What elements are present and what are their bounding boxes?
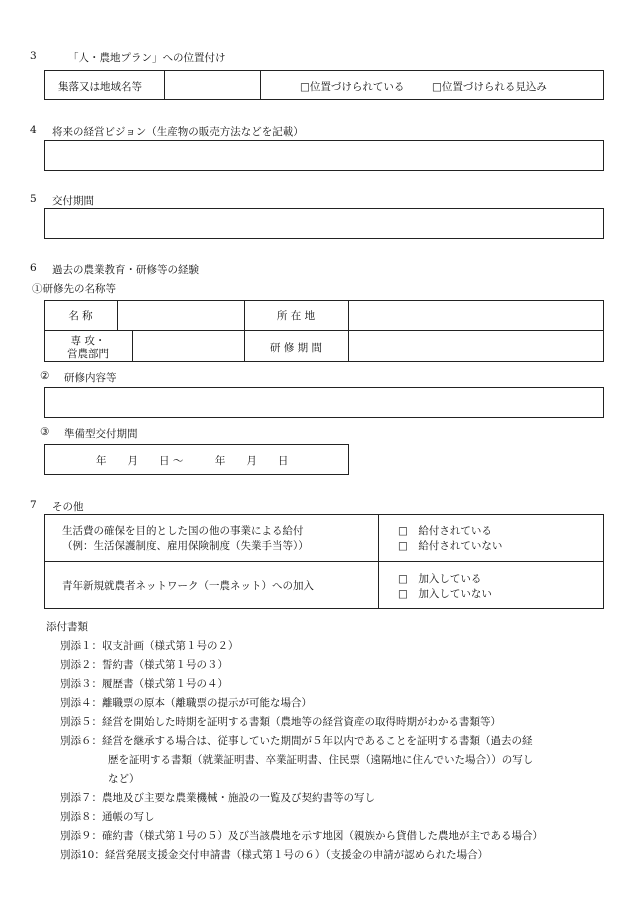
network-label: 青年新規就農者ネットワーク（一農ネット）への加入 — [62, 580, 314, 592]
attachment-item: 別添10：経営発展支援金交付申請書（様式第１号の６）（支援金の申請が認められた場合） — [60, 849, 489, 861]
section-3-number: 3 — [30, 50, 37, 62]
benefit-label-line2: （例：生活保護制度、雇用保険制度（失業手当等）） — [62, 540, 309, 552]
benefit-not-received-checkbox[interactable]: □ 給付されていない — [398, 540, 503, 552]
training-name-field[interactable] — [119, 302, 242, 328]
major-label-line2: 営農部門 — [67, 348, 109, 360]
major-field[interactable] — [134, 332, 242, 360]
training-period-field[interactable] — [350, 332, 602, 360]
benefit-received-checkbox[interactable]: □ 給付されている — [398, 525, 492, 537]
region-name-field[interactable] — [166, 72, 258, 98]
section-5-number: 5 — [30, 193, 37, 205]
management-vision-field[interactable] — [44, 140, 604, 171]
attachment-item: 別添２：誓約書（様式第１号の３） — [60, 659, 228, 671]
grant-period-field[interactable] — [44, 208, 604, 239]
attachment-item: 別添７：農地及び主要な農業機械・施設の一覧及び契約書等の写し — [60, 792, 375, 804]
training-content-field[interactable] — [44, 387, 604, 418]
section-4-number: 4 — [30, 124, 37, 136]
attachment-item-continued: など） — [108, 773, 140, 785]
training-content-heading: 研修内容等 — [64, 372, 117, 384]
attachment-item: 別添５：経営を開始した時期を証明する書類（農地等の経営資産の取得時期がわかる書類等） — [60, 716, 501, 728]
name-label: 名 称 — [68, 310, 93, 322]
network-joined-checkbox[interactable]: □ 加入している — [398, 573, 482, 585]
option-expected-checkbox[interactable]: □位置づけられる見込み — [432, 81, 547, 93]
attachment-item: 別添６：経営を継承する場合は、従事していた期間が５年以内であることを証明する書類（過去の経 — [60, 735, 533, 747]
training-location-field[interactable] — [350, 302, 602, 328]
attachment-item: 別添４：離職票の原本（離職票の提示が可能な場合） — [60, 697, 312, 709]
attachment-item: 別添９：確約書（様式第１号の５）及び当該農地を示す地図（親族から貸借した農地が主である場合） — [60, 830, 543, 842]
prep-period-date-range: 年 月 日 〜 年 月 日 — [96, 455, 289, 467]
option-positioned-checkbox[interactable]: □位置づけられている — [300, 81, 405, 93]
section-6-number: 6 — [30, 262, 37, 274]
section-5-title: 交付期間 — [52, 195, 94, 207]
section-6-title: 過去の農業教育・研修等の経験 — [52, 264, 199, 276]
training-period-label: 研 修 期 間 — [269, 342, 322, 354]
prep-period-heading: 準備型交付期間 — [64, 428, 138, 440]
attachment-item: 別添１：収支計画（様式第１号の２） — [60, 640, 239, 652]
attachment-item: 別添８：通帳の写し — [60, 811, 155, 823]
prep-period-number: ③ — [40, 426, 50, 438]
training-provider-heading: ①研修先の名称等 — [32, 283, 116, 295]
section-4-title: 将来の経営ビジョン（生産物の販売方法などを記載） — [52, 126, 304, 138]
section-7-title: その他 — [52, 501, 84, 513]
network-not-joined-checkbox[interactable]: □ 加入していない — [398, 588, 492, 600]
section-7-number: 7 — [30, 499, 37, 511]
location-label: 所 在 地 — [276, 310, 316, 322]
major-label-line1: 専 攻・ — [70, 335, 106, 347]
attachments-title: 添付書類 — [46, 621, 88, 633]
attachment-item: 別添３：履歴書（様式第１号の４） — [60, 678, 228, 690]
section-3-title: 「人・農地プラン」への位置付け — [68, 52, 226, 64]
benefit-label-line1: 生活費の確保を目的とした国の他の事業による給付 — [62, 525, 304, 537]
training-content-number: ② — [40, 370, 50, 382]
region-name-label: 集落又は地域名等 — [58, 81, 142, 93]
attachment-item-continued: 歴を証明する書類（就業証明書、卒業証明書、住民票（遠隔地に住んでいた場合））の写し — [108, 754, 534, 766]
